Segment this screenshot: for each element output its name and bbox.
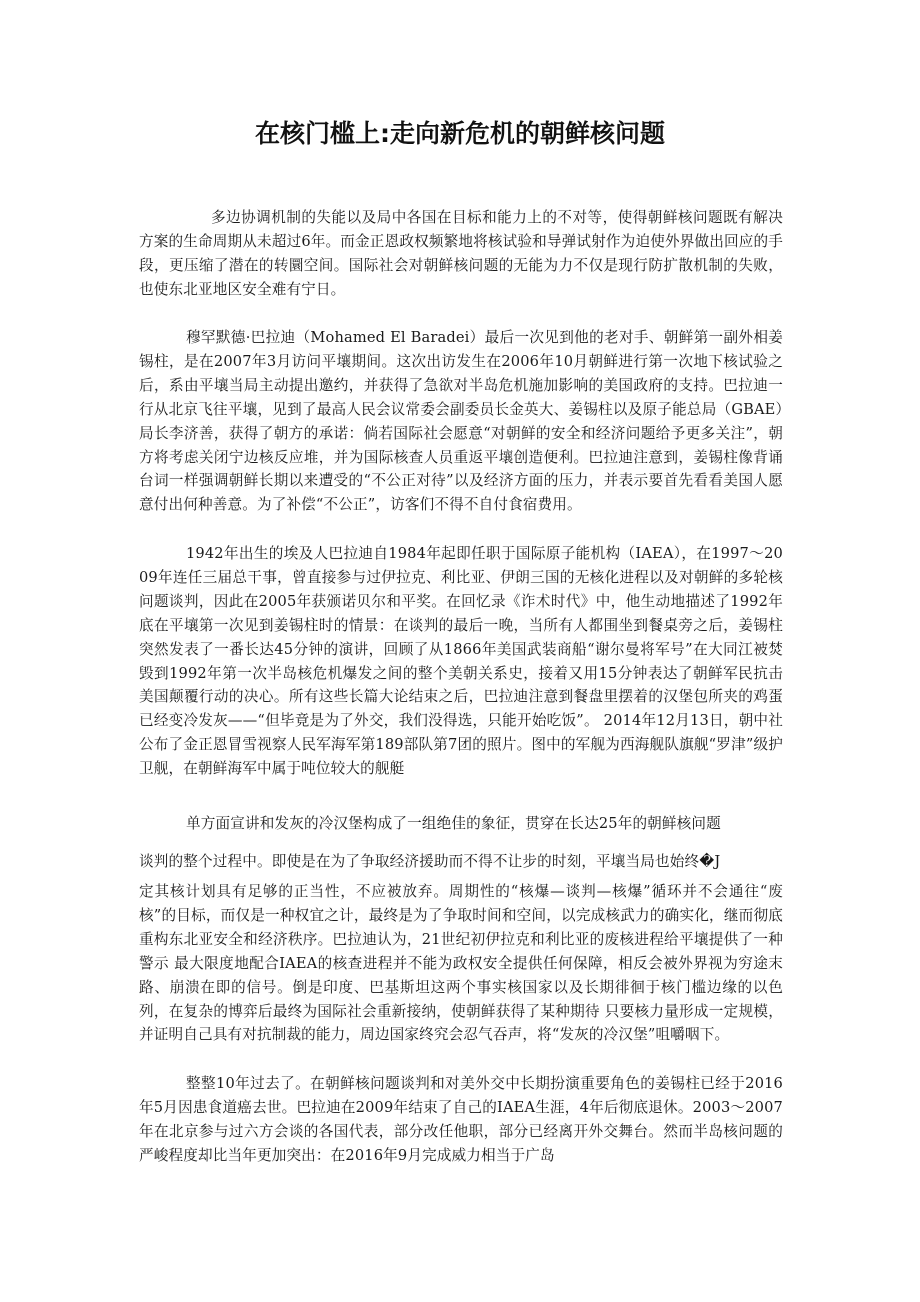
body-paragraph-elbaradei-visit: 穆罕默德·巴拉迪（Mohamed El Baradei）最后一次见到他的老对手、朝鲜第一副外相姜锡柱，是在2007年3月访问平壤期间。这次出访发生在2006年10月朝鲜进行第一次地下核试验之后，系由平壤当局主动提出邀约，并获得了急欲对半岛危机施加影响的美国政府的支持。巴拉迪一行从北京飞往平壤，见到了最高人民会议常委会副委员长金英大、姜锡柱以及原子能总局（GBAE）局长李济善，获得了朝方的承诺：倘若国际社会愿意“对朝鲜的安全和经济问题给予更多关注”，朝方将考虑关闭宁边核反应堆，并为国际核查人员重返平壤创造便利。巴拉迪注意到，姜锡柱像背诵台词一样强调朝鲜长期以来遭受的“不公正对待”以及经济方面的压力，并表示要首先看看美国人愿意付出何种善意。为了补偿“不公正”，访客们不得不自付食宿费用。 (139, 329, 783, 514)
body-paragraph-cold-hamburger-rest: 定其核计划具有足够的正当性，不应被放弃。周期性的“核爆—谈判—核爆”循环并不会通往“废核”的目标，而仅是一种权宜之计，最终是为了争取时间和空间，以完成核武力的确实化，继而彻底重构东北亚安全和经济秩序。巴拉迪认为，21世纪初伊拉克和利比亚的废核进程给平壤提供了一种警示 最大限度地配合IAEA的核查进程并不能为政权安全提供任何保障，相反会被外界视为穷途末路、崩溃在即的信号。倒是印度、巴基斯坦这两个事实核国家以及长期徘徊于核门槛边缘的以色列，在复杂的博弈后最终为国际社会重新接纳，使朝鲜获得了某种期待 只要核力量形成一定规模，并证明自己具有对抗制裁的能力，周边国家终究会忍气吞声，将“发灰的冷汉堡”咀嚼咽下。 (139, 883, 783, 1044)
body-paragraph-cold-hamburger-line1: 单方面宣讲和发灰的冷汉堡构成了一组绝佳的象征，贯穿在长达25年的朝鲜核问题 (186, 815, 721, 832)
body-paragraph-cold-hamburger-line2: 谈判的整个过程中。即使是在为了争取经济援助而不得不让步的时刻，平壤当局也始终�J (139, 853, 721, 870)
abstract-paragraph: 多边协调机制的失能以及局中各国在目标和能力上的不对等，使得朝鲜核问题既有解决方案的生命周期从未超过6年。而金正恩政权频繁地将核试验和导弹试射作为迫使外界做出回应的手段，更压缩了潜在的转圜空间。国际社会对朝鲜核问题的无能为力不仅是现行防扩散机制的失败，也使东北亚地区安全难有宁日。 (139, 209, 783, 298)
body-paragraph-ten-years-later: 整整10年过去了。在朝鲜核问题谈判和对美外交中长期扮演重要角色的姜锡柱已经于2016年5月因患食道癌去世。巴拉迪在2009年结束了自己的IAEA生涯，4年后彻底退休。2003～2007年在北京参与过六方会谈的各国代表，部分改任他职，部分已经离开外交舞台。然而半岛核问题的严峻程度却比当年更加突出：在2016年9月完成威力相当于广岛 (139, 1075, 783, 1164)
document-title: 在核门槛上:走向新危机的朝鲜核问题 (255, 119, 665, 148)
body-paragraph-elbaradei-biography: 1942年出生的埃及人巴拉迪自1984年起即任职于国际原子能机构（IAEA），在1997～2009年连任三届总干事，曾直接参与过伊拉克、利比亚、伊朗三国的无核化进程以及对朝鲜的多轮核问题谈判，因此在2005年获颁诺贝尔和平奖。在回忆录《诈术时代》中，他生动地描述了1992年底在平壤第一次见到姜锡柱时的情景：在谈判的最后一晚，当所有人都围坐到餐桌旁之后，姜锡柱突然发表了一番长达45分钟的演讲，回顾了从1866年美国武装商船“谢尔曼将军号”在大同江被焚毁到1992年第一次半岛核危机爆发之间的整个美朝关系史，接着又用15分钟表达了朝鲜军民抗击美国颠覆行动的决心。所有这些长篇大论结束之后，巴拉迪注意到餐盘里摆着的汉堡包所夹的鸡蛋已经变冷发灰——“但毕竟是为了外交，我们没得选，只能开始吃饭”。 2014年12月13日，朝中社公布了金正恩冒雪视察人民军海军第189部队第7团的照片。图中的军舰为西海舰队旗舰“罗津”级护卫舰，在朝鲜海军中属于吨位较大的舰艇 (139, 545, 783, 778)
